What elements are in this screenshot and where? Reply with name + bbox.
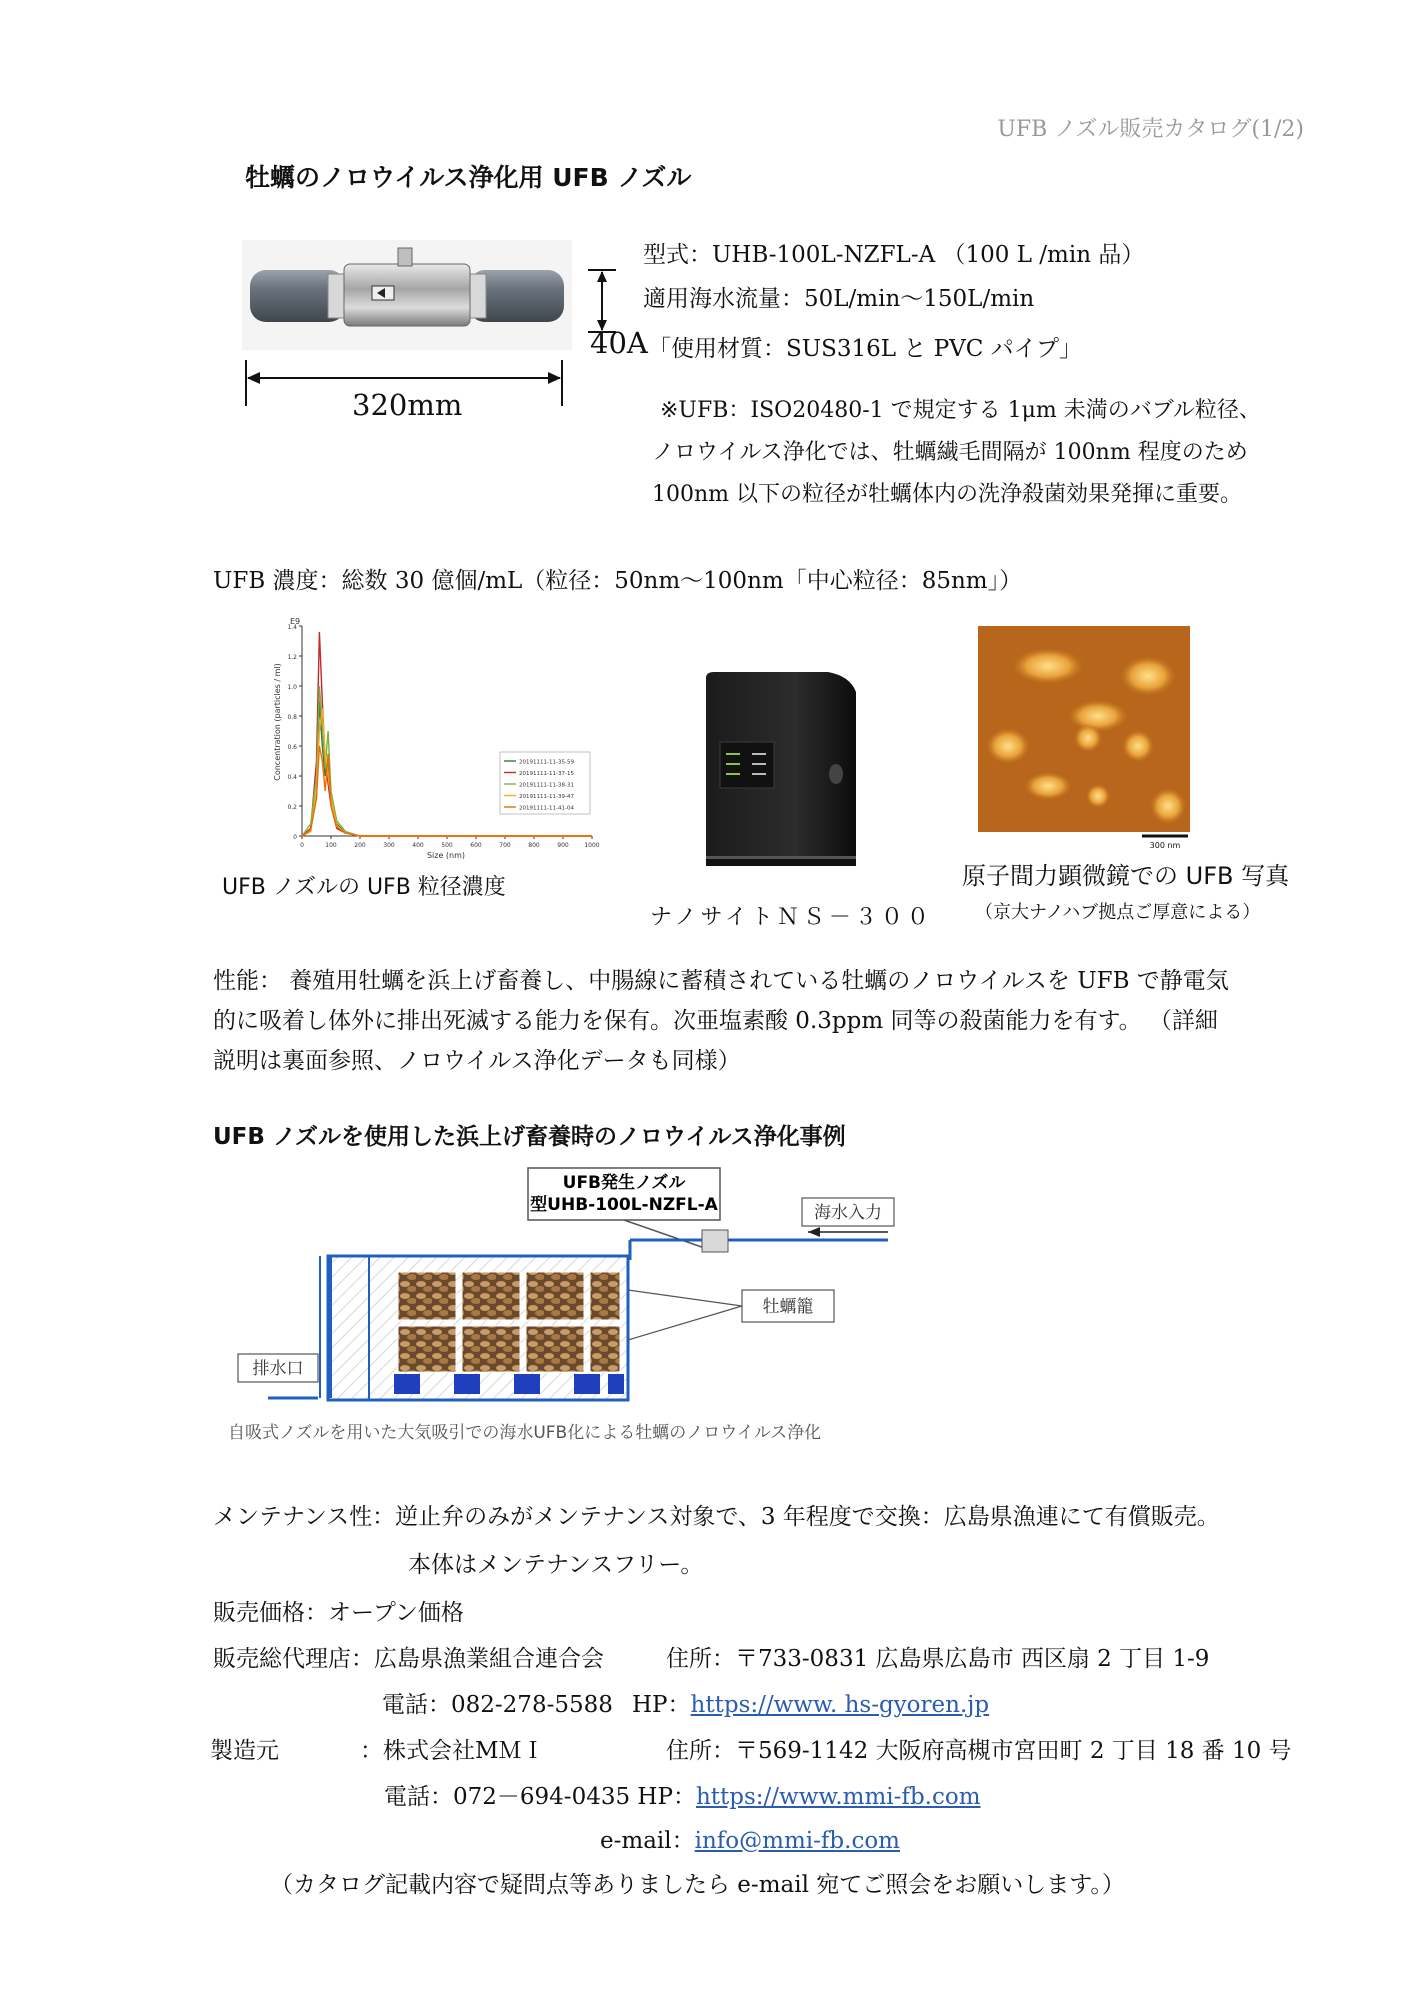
chart-y-tick-label: 0 — [293, 834, 297, 841]
maintenance-line1: メンテナンス性：逆止弁のみがメンテナンス対象で、3 年程度で交換：広島県漁連にて有償販売。 — [213, 1504, 1220, 1530]
maker-name: ：株式会社MＭＩ — [360, 1738, 545, 1764]
chart-ylabel: Concentration (particles / ml) — [273, 663, 282, 781]
ufb-concentration: UFB 濃度：総数 30 億個/mL（粒径：50nm～100nm「中心粒径：85nm」） — [213, 568, 1023, 594]
chart-legend-label: 20191111-11-37-15 — [519, 771, 574, 777]
chart-y-exponent: E9 — [290, 617, 301, 626]
nanosight-device-image — [700, 670, 860, 875]
product-title: 牡蠣のノロウイルス浄化用 UFB ノズル — [245, 163, 692, 192]
chart-y-tick-label: 0.6 — [287, 744, 297, 751]
nozzle-photo — [242, 240, 572, 350]
chart-legend-label: 20191111-11-39-47 — [519, 794, 574, 800]
afm-scale-label: 300 nm — [1149, 841, 1181, 850]
maker-email-link[interactable]: info@mmi-fb.com — [694, 1828, 900, 1854]
nozzle-drawing — [242, 240, 572, 350]
afm-credit: （京大ナノハブ拠点ご厚意による） — [975, 902, 1261, 923]
drain-label: 排水口 — [252, 1359, 304, 1379]
catalog-header: UFB ノズル販売カタログ(1/2) — [997, 117, 1304, 142]
particle-size-chart — [268, 612, 608, 862]
chart-x-tick-label: 100 — [325, 842, 337, 849]
chart-x-tick-label: 400 — [412, 842, 424, 849]
size-label: 40A — [590, 326, 648, 360]
chart-legend-label: 20191111-11-35-59 — [519, 759, 574, 766]
diameter-dimension-arrow — [588, 268, 618, 334]
chart-x-tick-label: 300 — [383, 842, 395, 849]
afm-caption: 原子間力顕微鏡での UFB 写真 — [962, 862, 1290, 890]
chart-y-tick-label: 1.2 — [287, 654, 297, 661]
nozzle-symbol — [702, 1230, 728, 1252]
model-spec: 型式：UHB-100L-NZFL-A （100 L /min 品） — [643, 242, 1145, 268]
chart-x-tick-label: 800 — [528, 842, 540, 849]
maker-hp-label: HP： — [637, 1784, 696, 1810]
chart-y-tick-label: 0.8 — [287, 714, 297, 721]
material-spec: 「使用材質：SUS316L と PVC パイプ」 — [648, 336, 1082, 362]
nozzle-label-line2: 型UHB-100L-NZFL-A — [530, 1195, 718, 1215]
length-label: 320mm — [352, 388, 463, 422]
chart-x-tick-label: 600 — [470, 842, 482, 849]
chart-x-tick-label: 0 — [300, 842, 304, 849]
performance-line1: 性能： 養殖用牡蠣を浜上げ畜養し、中腸線に蓄積されている牡蠣のノロウイルスを UFB で静電気 — [213, 968, 1229, 994]
maker-email-label: e-mail： — [600, 1828, 695, 1854]
agent-website-link[interactable]: https://www. hs-gyoren.jp — [690, 1692, 990, 1718]
chart-y-tick-label: 1.4 — [287, 624, 297, 631]
maker-address: 住所：〒569-1142 大阪府高槻市宮田町 2 丁目 18 番 10 号 — [666, 1738, 1292, 1764]
device-caption: ナノサイトＮＳ－３００ — [650, 905, 933, 930]
ufb-note-line2: ノロウイルス浄化では、牡蠣繊毛間隔が 100nm 程度のため — [652, 440, 1248, 465]
chart-x-tick-label: 1000 — [584, 842, 600, 849]
performance-line3: 説明は裏面参照、ノロウイルス浄化データも同様） — [213, 1048, 741, 1074]
maintenance-line2: 本体はメンテナンスフリー。 — [408, 1552, 704, 1578]
afm-scale-bar — [1140, 832, 1192, 852]
agent-phone: 電話：082-278-5588 — [382, 1692, 613, 1718]
oyster-basket-label: 牡蠣籠 — [762, 1297, 814, 1317]
agent-address: 住所：〒733-0831 広島県広島市 西区扇 2 丁目 1-9 — [666, 1646, 1210, 1672]
chart-y-tick-label: 0.4 — [287, 774, 297, 781]
case-title: UFB ノズルを使用した浜上げ畜養時のノロウイルス浄化事例 — [213, 1124, 846, 1150]
chart-x-tick-label: 700 — [499, 842, 511, 849]
chart-legend-label: 20191111-11-41-04 — [519, 805, 574, 812]
nozzle-label-line1: UFB発生ノズル — [562, 1173, 686, 1193]
chart-y-tick-label: 1.0 — [287, 684, 297, 691]
price: 販売価格：オープン価格 — [213, 1600, 464, 1626]
performance-line2: 的に吸着し体外に排出死滅する能力を保有。次亜塩素酸 0.3ppm 同等の殺菌能力を有す。 （詳細 — [213, 1008, 1218, 1034]
maker-phone: 電話：072－694-0435 — [384, 1784, 631, 1810]
ufb-note-line3: 100nm 以下の粒径が牡蠣体内の洗浄殺菌効果発揮に重要。 — [652, 482, 1243, 507]
chart-x-tick-label: 500 — [441, 842, 453, 849]
seawater-in-label: 海水入力 — [814, 1203, 882, 1223]
flow-spec: 適用海水流量：50L/min～150L/min — [643, 286, 1035, 312]
footer-inquiry-note: （カタログ記載内容で疑問点等ありましたら e-mail 宛てご照会をお願いします。） — [270, 1872, 1125, 1898]
ufb-note-line1: ※UFB：ISO20480-1 で規定する 1μm 未満のバブル粒径、 — [660, 398, 1261, 423]
chart-caption: UFB ノズルの UFB 粒径濃度 — [222, 875, 506, 900]
chart-xlabel: Size (nm) — [426, 851, 466, 860]
agent-name: 販売総代理店：広島県漁業組合連合会 — [213, 1646, 604, 1672]
maker-website-link[interactable]: https://www.mmi-fb.com — [695, 1784, 981, 1810]
agent-hp-label: HP： — [632, 1692, 691, 1718]
chart-legend-label: 20191111-11-38-31 — [519, 782, 574, 789]
chart-y-tick-label: 0.2 — [287, 804, 297, 811]
diagram-caption: 自吸式ノズルを用いた大気吸引での海水UFB化による牡蠣のノロウイルス浄化 — [228, 1423, 822, 1443]
afm-ufb-photo — [978, 626, 1190, 832]
chart-x-tick-label: 200 — [354, 842, 366, 849]
chart-x-tick-label: 900 — [557, 842, 569, 849]
maker-label: 製造元 — [210, 1738, 279, 1764]
purification-diagram — [208, 1160, 928, 1410]
